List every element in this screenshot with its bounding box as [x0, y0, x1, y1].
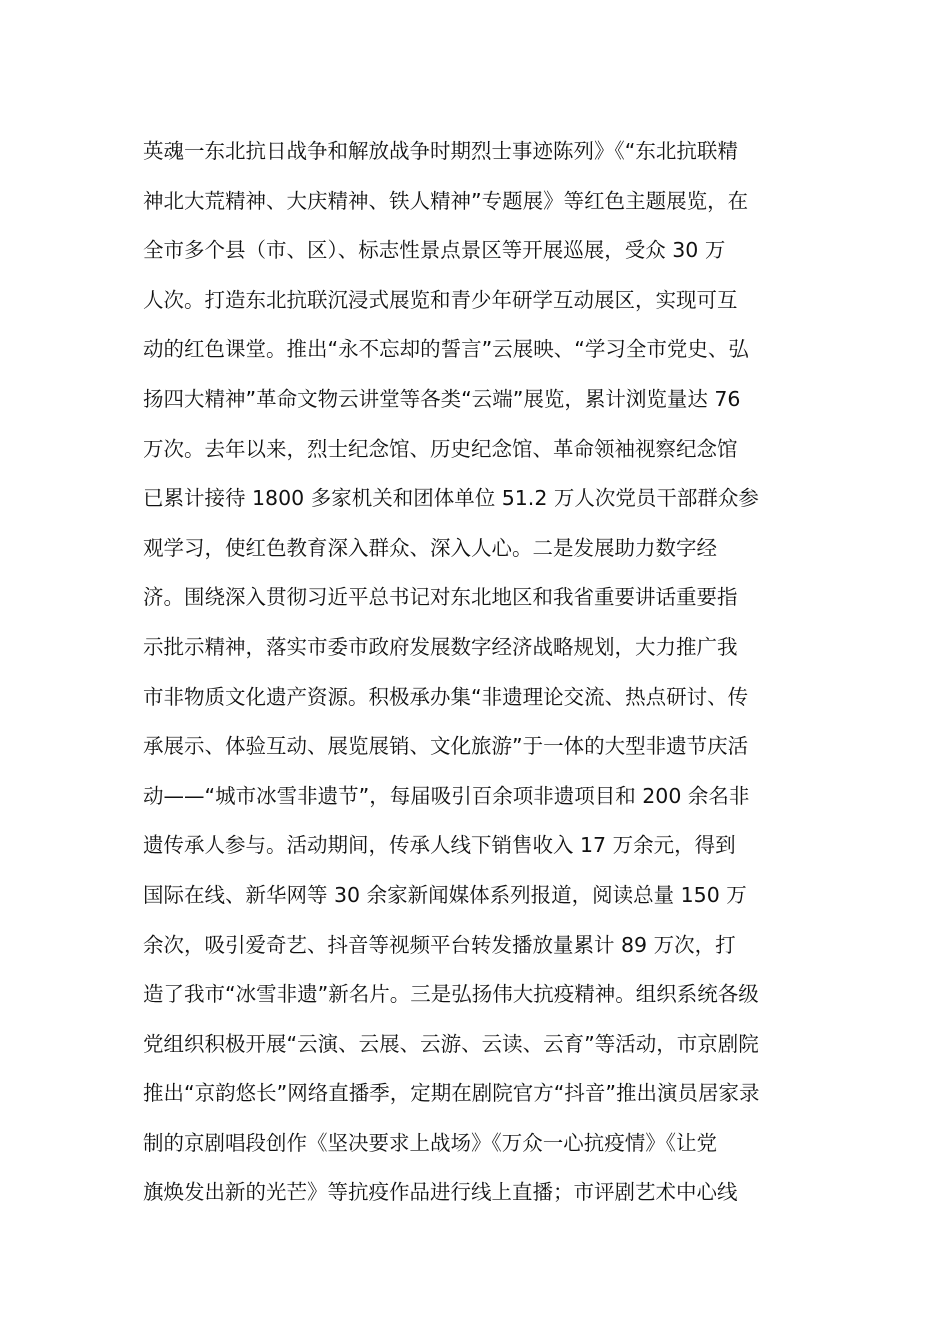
text-line: 市非物质文化遗产资源。积极承办集“非遗理论交流、热点研讨、传 — [143, 684, 749, 709]
text-line: 英魂一东北抗日战争和解放战争时期烈士事迹陈列》《“东北抗联精 — [143, 139, 738, 163]
text-line: 推出“京韵悠长”网络直播季，定期在剧院官方“抖音”推出演员居家录 — [143, 1081, 760, 1106]
text-line: 党组织积极开展“云演、云展、云游、云读、云育”等活动，市京剧院 — [143, 1031, 759, 1056]
text-line: 动的红色课堂。推出“永不忘却的誓言”云展映、“学习全市党史、弘 — [143, 337, 749, 362]
text-line: 人次。打造东北抗联沉浸式展览和青少年研学互动展区，实现可互 — [143, 287, 738, 312]
text-line: 观学习，使红色教育深入群众、深入人心。二是发展助力数字经 — [143, 535, 717, 560]
text-line: 旗焕发出新的光芒》等抗疫作品进行线上直播；市评剧艺术中心线 — [143, 1180, 738, 1205]
text-line: 承展示、体验互动、展览展销、文化旅游”于一体的大型非遗节庆活 — [143, 734, 749, 759]
text-line: 遗传承人参与。活动期间，传承人线下销售收入 17 万余元，得到 — [143, 833, 736, 858]
text-line: 造了我市“冰雪非遗”新名片。三是弘扬伟大抗疫精神。组织系统各级 — [143, 982, 759, 1007]
body-text — [143, 127, 813, 1218]
text-line: 示批示精神，落实市委市政府发展数字经济战略规划，大力推广我 — [143, 634, 738, 659]
text-line: 余次，吸引爱奇艺、抖音等视频平台转发播放量累计 89 万次，打 — [143, 932, 736, 957]
text-line: 全市多个县（市、区）、标志性景点景区等开展巡展，受众 30 万 — [143, 238, 726, 263]
text-line: 万次。去年以来，烈士纪念馆、历史纪念馆、革命领袖视察纪念馆 — [143, 436, 738, 461]
text-line: 已累计接待 1800 多家机关和团体单位 51.2 万人次党员干部群众参 — [143, 486, 759, 511]
text-line: 神北大荒精神、大庆精神、铁人精神”专题展》等红色主题展览，在 — [143, 188, 749, 213]
text-line: 制的京剧唱段创作《坚决要求上战场》《万众一心抗疫情》《让党 — [143, 1130, 717, 1155]
text-line: 动——“城市冰雪非遗节”，每届吸引百余项非遗项目和 200 余名非 — [143, 783, 750, 808]
text-line: 扬四大精神”革命文物云讲堂等各类“云端”展览，累计浏览量达 76 — [143, 386, 741, 411]
text-line: 国际在线、新华网等 30 余家新闻媒体系列报道，阅读总量 150 万 — [143, 882, 747, 907]
text-line: 济。围绕深入贯彻习近平总书记对东北地区和我省重要讲话重要指 — [143, 585, 738, 610]
